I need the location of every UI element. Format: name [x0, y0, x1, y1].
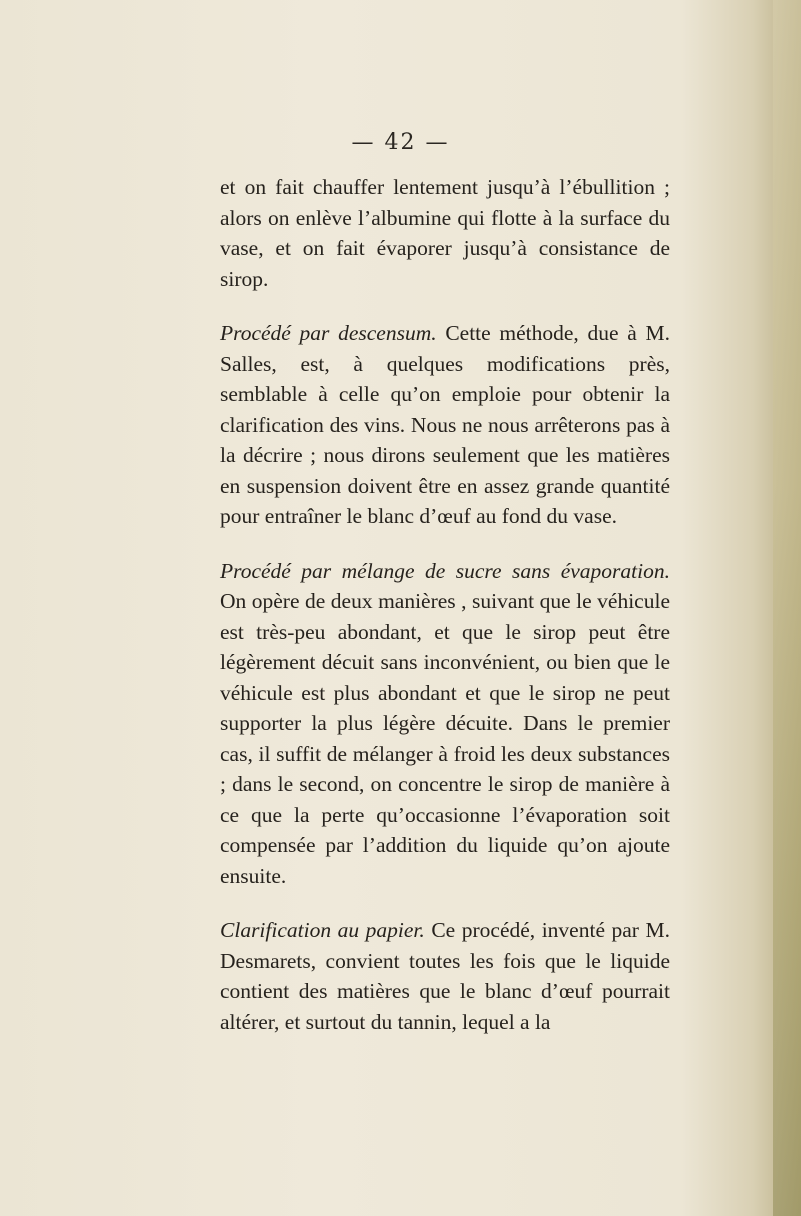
page-number: — 42 — [351, 130, 450, 155]
paragraph-procede-melange [220, 556, 670, 892]
paragraph-heading: Procédé par mélange de sucre sans évaporation. [220, 558, 670, 583]
paragraph-heading: Procédé par descensum. [220, 321, 437, 345]
paragraph-text: On opère de deux manières , suivant que le véhicule est très-peu abondant, et que le sirop peut être légèrement décuit sans inconvénient, ou bien que le véhicule est plus abondant et que le sirop ne peut supporter la plus légère décuite. Dans le premier cas, il suffit de mélanger à froid les deux substances ; dans le second, on concentre le sirop de manière à ce que la perte qu’occasionne l’évaporation soit compensée par l’addition du liquide qu’on ajoute ensuite. [220, 589, 670, 888]
text-body [220, 172, 670, 1061]
paragraph-continuation [220, 172, 670, 294]
paragraph-clarification-papier [220, 915, 670, 1037]
paragraph-text: et on fait chauffer lentement jusqu’à l’ébullition ; alors on enlève l’albumine qui flotte à la surface du vase, et on fait évaporer jusqu’à consistance de sirop. [220, 175, 670, 291]
paragraph-text: Cette méthode, due à M. Salles, est, à quelques modifications près, semblable à celle qu’on emploie pour obtenir la clarification des vins. Nous ne nous arrêterons pas à la décrire ; nous dirons seulement que les matières en suspension doivent être en assez grande quantité pour entraîner le blanc d’œuf au fond du vase. [220, 321, 670, 528]
paragraph-text: Ce procédé, inventé par M. Desmarets, convient toutes les fois que le liquide contient des matières que le blanc d’œuf pourrait altérer, et surtout du tannin, lequel a la [220, 918, 670, 1034]
paragraph-procede-descensum [220, 318, 670, 532]
page-edge-stain [773, 0, 801, 1216]
paragraph-heading: Clarification au papier. [220, 918, 425, 942]
